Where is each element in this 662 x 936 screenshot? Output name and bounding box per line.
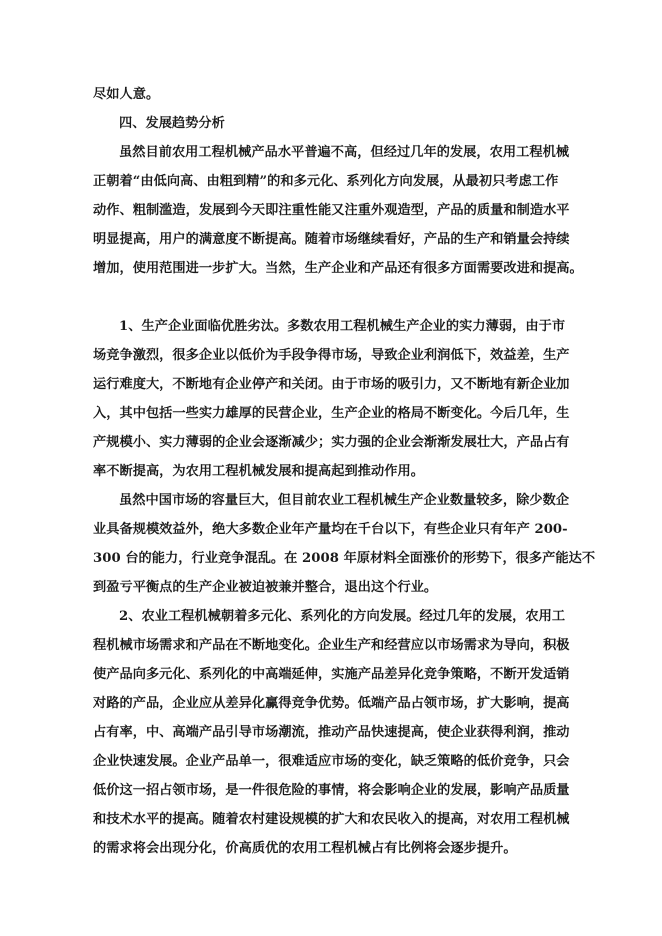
paragraph-3-line-2: 业具备规模效益外，绝大多数企业年产量均在千台以下，有些企业只有年产 200- — [93, 522, 568, 537]
paragraph-2-line-4: 入，其中包括一些实力雄厚的民营企业，生产企业的格局不断变化。今后几年，生 — [93, 406, 570, 421]
paragraph-2-line-3: 运行难度大，不断地有企业停产和关闭。由于市场的吸引力，又不断地有新企业加 — [93, 377, 570, 392]
paragraph-4-line-4: 对路的产品，企业应从差异化赢得竞争优势。低端产品占领市场，扩大影响，提高 — [93, 696, 570, 711]
paragraph-2-line-5: 产规模小、实力薄弱的企业会逐渐减少；实力强的企业会渐渐发展壮大，产品占有 — [93, 435, 570, 450]
paragraph-2-line-1: 1、生产企业面临优胜劣汰。多数农用工程机械生产企业的实力薄弱，由于市 — [119, 319, 566, 334]
paragraph-2-line-6: 率不断提高，为农用工程机械发展和提高起到推动作用。 — [93, 464, 424, 479]
text-line-continuation: 尽如人意。 — [93, 87, 160, 102]
paragraph-4-line-7: 低价这一招占领市场，是一件很危险的事情，将会影响企业的发展，影响产品质量 — [93, 783, 570, 798]
paragraph-1-line-2: 正朝着“由低向高、由粗到精”的和多元化、系列化方向发展，从最初只考虑工作 — [93, 174, 559, 189]
paragraph-4-line-3: 使产品向多元化、系列化的中高端延伸，实施产品差异化竞争策略，不断开发适销 — [93, 667, 570, 682]
paragraph-4-line-8: 和技术水平的提高。随着农村建设规模的扩大和农民收入的提高，对农用工程机械 — [93, 812, 570, 827]
paragraph-4-line-5: 占有率，中、高端产品引导市场潮流，推动产品快速提高，使企业获得利润，推动 — [93, 725, 570, 740]
paragraph-4-line-9: 的需求将会出现分化，价高质优的农用工程机械占有比例将会逐步提升。 — [93, 841, 517, 856]
paragraph-4-line-2: 程机械市场需求和产品在不断地变化。企业生产和经营应以市场需求为导向，积极 — [93, 638, 570, 653]
paragraph-4-line-6: 企业快速发展。企业产品单一，很难适应市场的变化，缺乏策略的低价竞争，只会 — [93, 754, 570, 769]
paragraph-3-line-4: 到盈亏平衡点的生产企业被迫被兼并整合，退出这个行业。 — [93, 580, 438, 595]
paragraph-3-line-1: 虽然中国市场的容量巨大，但目前农业工程机械生产企业数量较多，除少数企 — [119, 493, 570, 508]
paragraph-1-line-3: 动作、粗制滥造，发展到今天即注重性能又注重外观造型，产品的质量和制造水平 — [93, 203, 570, 218]
paragraph-2-line-2: 场竞争激烈，很多企业以低价为手段争得市场，导致企业利润低下，效益差，生产 — [93, 348, 570, 363]
paragraph-4-line-1: 2、农业工程机械朝着多元化、系列化的方向发展。经过几年的发展，农用工 — [119, 609, 566, 624]
section-heading: 四、发展趋势分析 — [119, 116, 225, 131]
paragraph-1-line-1: 虽然目前农用工程机械产品水平普遍不高，但经过几年的发展，农用工程机械 — [119, 145, 570, 160]
paragraph-3-line-3: 300 台的能力，行业竞争混乱。在 2008 年原材料全面涨价的形势下，很多产能达不 — [93, 551, 596, 566]
paragraph-1-line-5: 增加，使用范围进一步扩大。当然，生产企业和产品还有很多方面需要改进和提高。 — [93, 261, 583, 276]
paragraph-1-line-4: 明显提高，用户的满意度不断提高。随着市场继续看好，产品的生产和销量会持续 — [93, 232, 570, 247]
